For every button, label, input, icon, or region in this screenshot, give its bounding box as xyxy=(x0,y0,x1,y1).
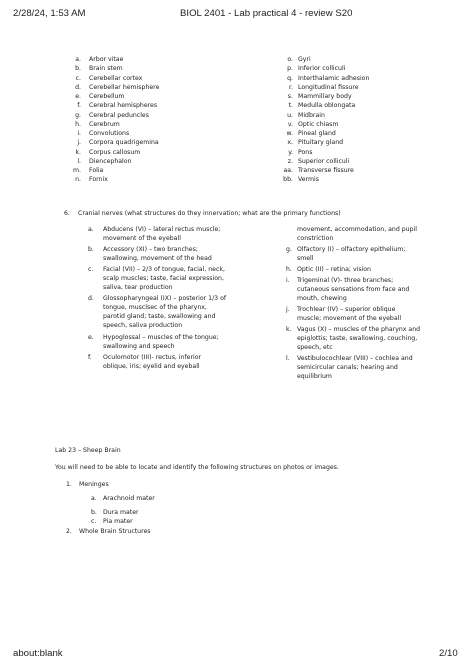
page-title: BIOL 2401 - Lab practical 4 - review S20 xyxy=(180,8,353,19)
page-number: 2/10 xyxy=(439,648,458,659)
meninges-item: Dura mater xyxy=(103,509,139,516)
list-item: j. Corpora quadrigemina xyxy=(77,139,159,147)
nerve-line: muscle; movement of the eyeball xyxy=(297,315,402,322)
nerve-line: swallowing and speech xyxy=(103,343,175,350)
list-marker: b. xyxy=(91,509,97,516)
list-item: v. Optic chiasm xyxy=(287,120,339,128)
list-marker: k. xyxy=(286,326,292,333)
list-item: i. Convolutions xyxy=(77,130,130,137)
list-item: n. Fornix xyxy=(75,176,108,184)
list-item: q. Interthalamic adhesion xyxy=(287,74,370,82)
list-item: e. Cerebellum xyxy=(75,93,125,100)
nerve-line: swallowing, movement of the head xyxy=(103,255,212,262)
list-item: y. Pons xyxy=(288,148,313,156)
list-item: l. Diencephalon xyxy=(77,157,132,165)
structures-list-right xyxy=(282,55,370,185)
list-item: k. Corpus callosum xyxy=(75,148,141,156)
nerve-line: Oculomotor (III)- rectus, inferior xyxy=(103,354,202,361)
nerve-line: mouth, chewing xyxy=(297,295,347,302)
list-marker: a. xyxy=(91,495,97,502)
nerve-line: Olfactory (I) – olfactory epithelium; xyxy=(297,246,406,253)
list-item: b. Brain stem xyxy=(75,65,123,73)
nerve-line: Facial (VII) – 2/3 of tongue, facial, neck, xyxy=(103,266,225,273)
nerve-line: tongue, musclsec of the pharynx, xyxy=(103,304,207,311)
nerve-line: oblique, iris; eyelid and eyeball xyxy=(103,363,200,370)
list-item: a. Arbor vitae xyxy=(75,56,124,63)
lab23-title: Lab 23 – Sheep Brain xyxy=(55,447,121,454)
nerve-line: speech, etc xyxy=(297,344,333,351)
list-marker: g. xyxy=(286,246,292,253)
list-item: s. Mammillary body xyxy=(287,93,352,100)
list-marker: a. xyxy=(88,226,94,233)
list-item: u. Midbrain xyxy=(287,111,325,119)
nerve-line: Accessory (XI) – two branches; xyxy=(103,246,198,253)
list-item: aa. Transverse fissure xyxy=(283,167,354,174)
list-marker: c. xyxy=(91,518,97,525)
nerve-line: speech, saliva production xyxy=(103,322,183,329)
list-marker: b. xyxy=(88,246,94,253)
list-item: f. Cerebral hemispheres xyxy=(77,102,158,110)
meninges-item: Arachnoid mater xyxy=(103,495,155,502)
structures-list-left xyxy=(72,55,160,185)
list-item: h. Cerebrum xyxy=(75,120,120,128)
nerve-line: Trigeminal (V)- three branches; xyxy=(297,277,394,284)
nerve-line: Optic (II) – retina; vision xyxy=(297,266,371,273)
nerve-line: semicircular canals; hearing and xyxy=(297,364,398,371)
list-item: w. Pineal gland xyxy=(286,130,336,137)
nerve-line-continued: movement, accommodation, and pupil xyxy=(297,226,417,233)
list-item: o. Gyri xyxy=(287,56,311,63)
list-marker: c. xyxy=(88,266,94,273)
cranial-nerves-number: 6. xyxy=(64,210,70,217)
nerve-line-continued: constriction xyxy=(297,235,334,242)
print-url: about:blank xyxy=(13,648,63,659)
list-item: z. Superior colliculi xyxy=(287,157,350,165)
nerve-line: Vestibulocochlear (VIII) – cochlea and xyxy=(297,355,413,362)
list-item: g. Cerebral peduncles xyxy=(75,111,149,119)
lab23-intro: You will need to be able to locate and identify the following structures on photos or images. xyxy=(55,464,339,471)
meninges-item: Pia mater xyxy=(103,518,133,525)
nerve-line: epiglottis; taste, swallowing, couching, xyxy=(297,335,418,342)
nerve-line: Hypoglossal – muscles of the tongue; xyxy=(103,334,219,341)
list-marker: e. xyxy=(88,334,94,341)
nerve-line: Vagus (X) – muscles of the pharynx and xyxy=(297,326,421,333)
cranial-nerves-heading: Cranial nerves (what structures do they innervation; what are the primary functions) xyxy=(78,210,341,217)
nerve-line: smell xyxy=(297,255,314,262)
list-item: m. Folia xyxy=(73,167,104,174)
nerve-line: equilibrium xyxy=(297,373,332,380)
list-marker: d. xyxy=(88,295,94,302)
list-item: c. Cerebellar cortex xyxy=(75,74,143,82)
list-item: p. Inferior colliculi xyxy=(287,65,346,73)
list-marker: j. xyxy=(286,306,290,313)
list-marker: i. xyxy=(286,277,290,284)
nerve-line: cutaneous sensations from face and xyxy=(297,286,410,293)
list-marker: l. xyxy=(286,355,290,362)
lab23-item1-text: Meninges xyxy=(79,481,109,488)
list-marker: f. xyxy=(88,354,92,361)
nerve-line: Glossopharyngeal (IX) – posterior 1/3 of xyxy=(103,295,227,302)
print-datetime: 2/28/24, 1:53 AM xyxy=(13,8,86,19)
lab23-item1-number: 1. xyxy=(66,481,72,488)
list-marker: h. xyxy=(286,266,292,273)
nerve-line: parotid gland; taste, swallowing and xyxy=(103,313,216,320)
nerve-line: scalp muscles; taste, facial expression, xyxy=(103,275,224,282)
list-item: x. Pituitary gland xyxy=(287,139,344,147)
list-item: t. Medulla oblongata xyxy=(288,102,356,110)
list-item: d. Cerebellar hemisphere xyxy=(75,83,160,91)
nerve-line: Abducens (VI) – lateral rectus muscle; xyxy=(103,226,221,233)
nerve-line: Trochlear (IV) – superior oblique xyxy=(297,306,396,313)
nerve-line: movement of the eyeball xyxy=(103,235,181,242)
nerve-line: saliva, tear production xyxy=(103,284,173,291)
list-item: bb. Vermis xyxy=(283,176,319,184)
lab23-item2-text: Whole Brain Structures xyxy=(79,528,151,535)
lab23-item2-number: 2. xyxy=(66,528,72,535)
list-item: r. Longitudinal fissure xyxy=(289,83,359,91)
